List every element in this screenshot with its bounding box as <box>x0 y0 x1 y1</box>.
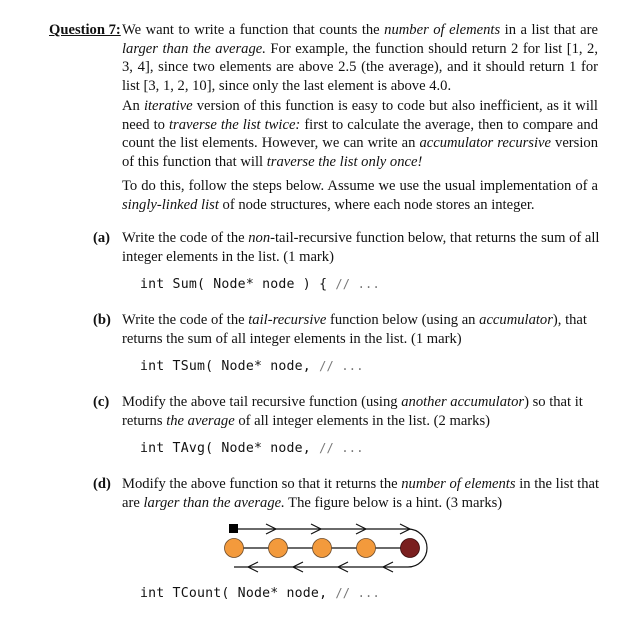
part-c-code: int TAvg( Node* node, // ... <box>140 441 364 456</box>
part-b-code: int TSum( Node* node, // ... <box>140 359 364 374</box>
part-b-text: Write the code of the tail-recursive function below (using an accumulator), that returns the sum of all integer elements in the list. (1 mark) <box>122 312 587 347</box>
list-node-1 <box>225 539 244 558</box>
list-node-3 <box>313 539 332 558</box>
part-b-label: (b) <box>93 312 111 328</box>
part-b-comment: // ... <box>319 359 364 373</box>
part-d-comment: // ... <box>335 586 380 600</box>
start-marker <box>229 524 238 533</box>
part-c-label: (c) <box>93 394 110 410</box>
part-a-text: Write the code of the non-tail-recursive function below, that returns the sum of all integer elements in the list. (1 mark) <box>122 230 600 265</box>
part-c-comment: // ... <box>319 441 364 455</box>
question-paragraph-2: An iterative version of this function is easy to code but also inefficient, as it will need to traverse the list twice: first to calculate the average, then to compare and count the list elements. However, we can write an accumulator recursive version of this function that will traverse the list only once! <box>122 98 598 170</box>
question-paragraph-3: To do this, follow the steps below. Assume we use the usual implementation of a singly-linked list of node structures, where each node stores an integer. <box>122 178 598 213</box>
part-c-text: Modify the above tail recursive function (using another accumulator) so that it returns the average of all integer elements in the list. (2 marks) <box>122 394 583 429</box>
part-a-comment: // ... <box>335 277 380 291</box>
part-a-label: (a) <box>93 230 111 246</box>
list-node-2 <box>269 539 288 558</box>
part-d-code: int TCount( Node* node, // ... <box>140 586 380 601</box>
part-a-code: int Sum( Node* node ) { // ... <box>140 277 380 292</box>
question-label: Question 7: <box>49 22 121 38</box>
list-node-4 <box>357 539 376 558</box>
part-d-text: Modify the above function so that it returns the number of elements in the list that are larger than the average. The figure below is a hint. (3 marks) <box>122 476 600 511</box>
question-paragraph-1: We want to write a function that counts the number of elements in a list that are larger than the average. For example, the function should return 2 for list [1, 2, 3, 4], since two elements are above 2.5 (the average), and it should return 1 for list [3, 1, 2, 10], since only the last element is above 4.0. <box>122 22 598 94</box>
part-d-label: (d) <box>93 476 111 492</box>
list-node-last <box>401 539 420 558</box>
